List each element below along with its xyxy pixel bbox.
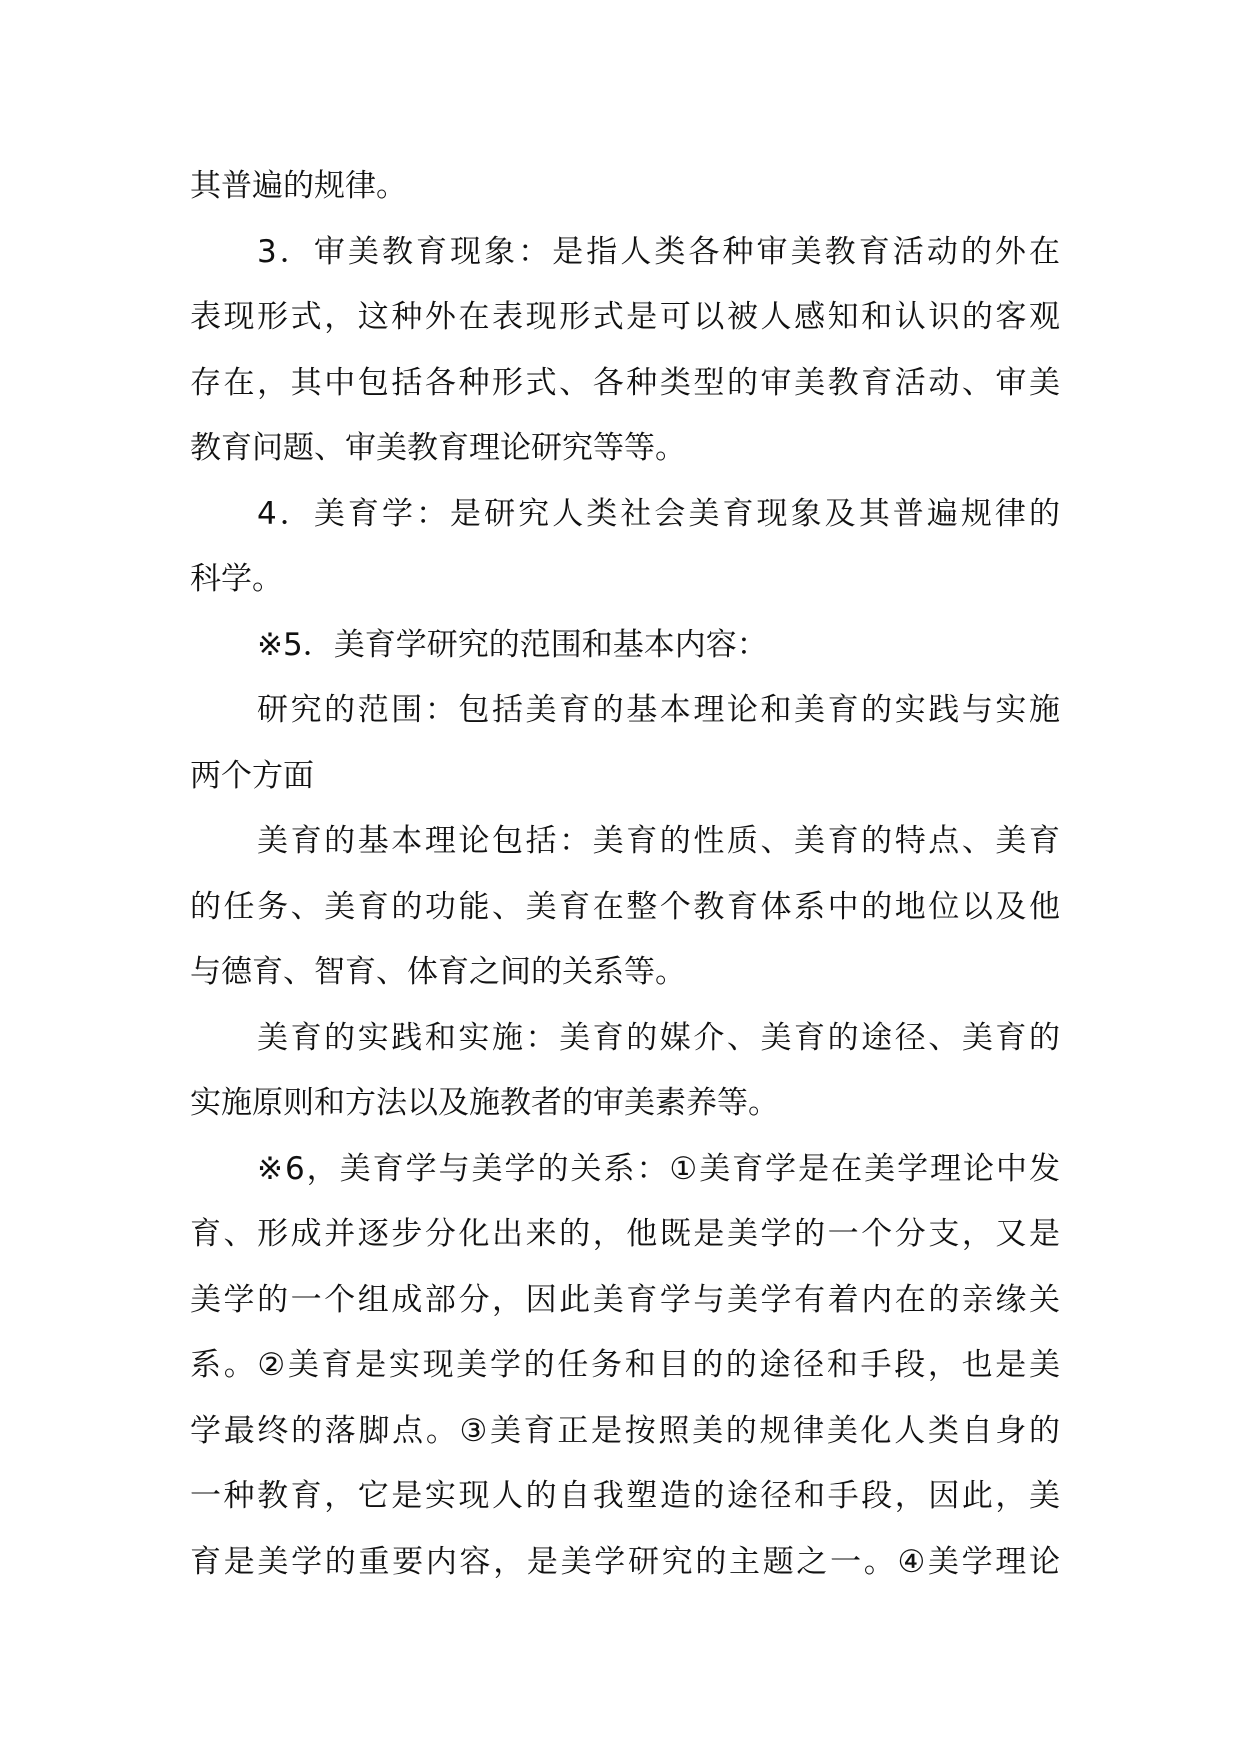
text-line: 一种教育，它是实现人的自我塑造的途径和手段，因此，美 (190, 1478, 1060, 1514)
text-line: 系。②美育是实现美学的任务和目的的途径和手段，也是美 (190, 1347, 1060, 1383)
text-line: 美育的实践和实施：美育的媒介、美育的途径、美育的 (257, 1020, 1060, 1056)
text-line: 育、形成并逐步分化出来的，他既是美学的一个分支，又是 (190, 1216, 1060, 1252)
text-line: 研究的范围：包括美育的基本理论和美育的实践与实施 (257, 692, 1060, 728)
text-line: 的任务、美育的功能、美育在整个教育体系中的地位以及他 (190, 889, 1060, 925)
text-line: 4．美育学：是研究人类社会美育现象及其普遍规律的 (257, 496, 1060, 532)
text-line: 3．审美教育现象：是指人类各种审美教育活动的外在 (257, 234, 1060, 270)
text-line: 教育问题、审美教育理论研究等等。 (190, 430, 686, 466)
text-line: 存在，其中包括各种形式、各种类型的审美教育活动、审美 (190, 365, 1060, 401)
text-line: 两个方面 (190, 758, 314, 794)
text-line: 学最终的落脚点。③美育正是按照美的规律美化人类自身的 (190, 1413, 1060, 1449)
text-line: 表现形式，这种外在表现形式是可以被人感知和认识的客观 (190, 299, 1060, 335)
text-line: ※6，美育学与美学的关系：①美育学是在美学理论中发 (257, 1151, 1060, 1187)
text-line: 美学的一个组成部分，因此美育学与美学有着内在的亲缘关 (190, 1282, 1060, 1318)
text-line: 育是美学的重要内容，是美学研究的主题之一。④美学理论 (190, 1544, 1060, 1580)
text-line: ※5．美育学研究的范围和基本内容： (257, 627, 768, 663)
text-line: 美育的基本理论包括：美育的性质、美育的特点、美育 (257, 823, 1060, 859)
text-line: 实施原则和方法以及施教者的审美素养等。 (190, 1085, 779, 1121)
text-line: 与德育、智育、体育之间的关系等。 (190, 954, 686, 990)
text-line: 其普遍的规律。 (190, 168, 407, 204)
text-line: 科学。 (190, 561, 283, 597)
